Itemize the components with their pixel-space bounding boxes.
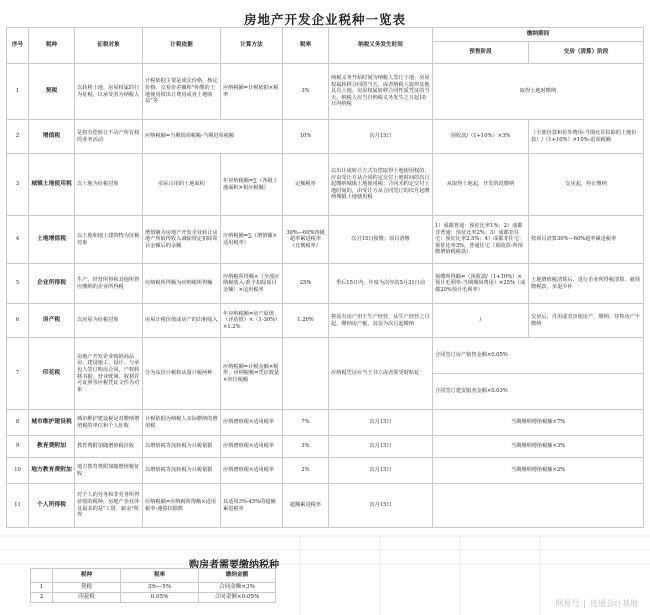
header-no: 序号	[7, 28, 29, 64]
cell-presale: 预收款/（1+10%）×3%	[433, 120, 529, 154]
table-row	[7, 120, 644, 154]
cell-object: 生产、经营所得和其他所得应缴纳的企业所得税	[75, 264, 143, 304]
buyer-cell-tax: 印花税	[53, 593, 121, 603]
table-row	[7, 484, 644, 528]
cell-rate: 7%	[283, 410, 329, 436]
cell-period-merged: 取得土地时缴纳	[433, 64, 644, 120]
cell-object: 以转移土地、房屋权属的行为征税，以承受者为纳税人	[75, 64, 143, 120]
cell-delivery: （全部价款和价外费用-当期允许扣除的土地价款）/（1+10%）×10%-进项税额	[529, 120, 644, 154]
table-row	[7, 216, 644, 264]
cell-basis: 应纳税额=应纳税所得额×适用税率-速算扣除数	[143, 484, 221, 528]
buyer-cell-no: 2	[31, 593, 53, 603]
cell-no: 3	[7, 154, 29, 216]
header-object: 征税对象	[75, 28, 143, 64]
cell-method: 年应纳税额=房产原值（评估值）×（1-30%）×1.2%	[221, 304, 283, 338]
watermark	[555, 598, 638, 609]
cell-method: 应纳税所得额×（全部应纳税收入-准予扣除项目金额）×适用税率	[221, 264, 283, 304]
buyer-header-no	[31, 569, 53, 583]
page-title: 房地产开发企业税种一览表	[243, 12, 406, 27]
cell-occurrence: 纳税义务开始时间为纳税人签订土地、房屋权属转移合同的当天，或者纳税人取得其他具有土地、房屋权属转移合同性质凭证的当天。纳税人应当自纳税义务发生之日起10日内纳税	[329, 64, 433, 120]
cell-no: 10	[7, 458, 29, 484]
cell-method: 应纳税额=∑（增值额×适用税率）	[221, 216, 283, 264]
cell-basis: 计税依据为纳税人实际缴纳的增值税	[143, 410, 221, 436]
table-row	[31, 593, 276, 603]
cell-occurrence: 将原有房产用于生产经营，从生产经营之月起，缴纳房产税，其余为次月起缴纳	[329, 304, 433, 338]
cell-no: 11	[7, 484, 29, 528]
cell-method: 年应纳税额=∑（各级土地面积×相应税额）	[221, 154, 283, 216]
cell-tax: 契税	[29, 64, 75, 120]
cell-object: 是指有偿转让不动产所有权的业务活动	[75, 120, 143, 154]
header-rate: 税率	[283, 28, 329, 64]
cell-delivery: 交房后，自用或者出租房产，缴纳；待售房产不缴纳	[529, 304, 644, 338]
cell-occurrence: 次月15日预缴；项目清缴	[329, 216, 433, 264]
cell-presale: 1）成都普通：预征比率1%；2）成都非普通：预征比率2%；3）成都非住宅：预征比率2.5%；4）成都非住宅：预征比率3%。普通住宅（预收款-所预缴增值税税款）	[433, 216, 529, 264]
cell-occurrence: 次月15日	[329, 458, 433, 484]
cell-occurrence: 次月15日	[329, 410, 433, 436]
cell-object: 城市维护建设税是对缴纳增值税的单位和个人征收	[75, 410, 143, 436]
cell-basis: 应纳税额=当期销项税额-当期进项税额	[143, 120, 283, 154]
cell-tax: 地方教育费附加	[29, 458, 75, 484]
cell-tax: 印花税	[29, 338, 75, 410]
buyer-cell-tax: 契税	[53, 583, 121, 593]
cell-basis: 计税依据主要是成交价格，核定价格、交易价差额和"补缴的土地使用权出让费用或者土地收益"等	[143, 64, 221, 120]
table-row	[7, 264, 644, 304]
header-presale: 预售阶段	[433, 42, 529, 64]
watermark-platform: 网易号	[555, 599, 580, 608]
cell-rate: 10%	[283, 120, 329, 154]
table-row	[7, 154, 644, 216]
cell-object: 房地产开发企业购销商品房、建设施工、设计、与承包人签订购房合同，产权转移书据、营业账簿、权利许可证照等应税凭证文件为对象	[75, 338, 143, 410]
cell-rate: 3%	[283, 64, 329, 120]
cell-occurrence: 季后15日内，年度为次年的5月31日前	[329, 264, 433, 304]
cell-tax: 企业所得税	[29, 264, 75, 304]
buyer-header-rate: 税率	[121, 569, 199, 583]
cell-occurrence: 以出让或转让方式有偿取得土地使用权的，应由受让方从合同约定交付土地时间的次月起缴纳城镇土地使用税；合同未约定交付土地时间的，由受让方从合同签订的次月起缴纳城镇土地使用税	[329, 154, 433, 216]
cell-basis: 实际占用的土地面积	[143, 154, 221, 216]
cell-basis: 以增值税等流转税为计税依据	[143, 436, 221, 458]
cell-basis: 分为从价计税和从量计税两种	[143, 338, 221, 410]
cell-occurrence: 次月15日	[329, 120, 433, 154]
cell-no: 1	[7, 64, 29, 120]
cell-tax: 城市维护建设税	[29, 410, 75, 436]
cell-method: 应纳税额=计税依据×税率	[221, 64, 283, 120]
cell-occurrence: 次月15日	[329, 436, 433, 458]
cell-presale: /	[433, 304, 529, 338]
cell-object: 以房屋为征税对象	[75, 304, 143, 338]
cell-period-merged	[433, 484, 644, 528]
cell-no: 9	[7, 436, 29, 458]
cell-tax: 城镇土地使用税	[29, 154, 75, 216]
tax-table	[6, 27, 644, 528]
buyer-cell-rate: 0.05%	[121, 593, 199, 603]
cell-delivery: 按项目清算30%—60%超率累进税率	[529, 216, 644, 264]
table-row	[7, 458, 644, 484]
cell-period-merged: 合同签订房产销售金额×0.05%	[433, 338, 644, 374]
cell-method: 应纳增值税×适用税率	[221, 436, 283, 458]
header-occurrence: 纳税义务发生时间	[329, 28, 433, 64]
cell-object: 以土地和地上建筑物为征税对象	[75, 216, 143, 264]
cell-rate: 定额税率	[283, 154, 329, 216]
table-row	[7, 436, 644, 458]
cell-rate	[283, 338, 329, 410]
cell-tax: 个人所得税	[29, 484, 75, 528]
cell-delivery: 土地增值税清算后，进行企业所得税清算，就预缴税款，多退少补	[529, 264, 644, 304]
buyer-cell-rate: 3%—5%	[121, 583, 199, 593]
watermark-account: 连通会计基地	[590, 599, 638, 608]
cell-rate: 25%	[283, 264, 329, 304]
cell-no: 6	[7, 304, 29, 338]
header-method: 计算方法	[221, 28, 283, 64]
cell-rate: 30%—60%四级超率累进税率（比例税率）	[283, 216, 329, 264]
cell-basis: 以增值税等流转税为计税依据	[143, 458, 221, 484]
buyer-cell-no: 1	[31, 583, 53, 593]
buyer-tax-table	[30, 568, 276, 603]
cell-tax: 增值税	[29, 120, 75, 154]
buyer-cell-amount: 合同金额×3%	[199, 583, 276, 593]
cell-no: 4	[7, 216, 29, 264]
cell-no: 8	[7, 410, 29, 436]
cell-object: 地方教育费附加随增值税征收	[75, 458, 143, 484]
cell-object: 教育费附加随增值税征收	[75, 436, 143, 458]
cell-delivery: 交房起，停止缴纳	[529, 154, 644, 216]
cell-object: 以土地为征税对象	[75, 154, 143, 216]
cell-period-merged: 当期缴纳增值税额×7%	[433, 410, 644, 436]
cell-rate: 超额累进税率	[283, 484, 329, 528]
cell-presale: 预缴所得额=（预收款/（1+10%）×预计毛利率-当期期间费用）×25%（成都20%预计毛利率）	[433, 264, 529, 304]
watermark-separator: |	[583, 599, 586, 608]
buyer-cell-amount: 合同金额×0.05%	[199, 593, 276, 603]
cell-no: 5	[7, 264, 29, 304]
header-period: 缴纳期间	[433, 28, 644, 42]
buyer-section-title: 购房者需要缴纳税种	[189, 560, 279, 571]
header-tax: 税种	[29, 28, 75, 64]
cell-presale: 从取得土地起，开发阶段缴纳	[433, 154, 529, 216]
cell-occurrence: 次月15日	[329, 484, 433, 528]
cell-no: 7	[7, 338, 29, 410]
cell-basis: 增值额为房地产开发企业转让房地产所取得收入减除规定扣除项目金额后的余额	[143, 216, 221, 264]
cell-period-merged-2: 合同签订建安服务金额×0.03%	[433, 374, 644, 410]
cell-object: 对个人的劳务和非劳务所得征收的税种，房地产企业涉及最多的是"工资、薪金"所得	[75, 484, 143, 528]
table-row	[7, 410, 644, 436]
cell-rate: 2%	[283, 458, 329, 484]
header-delivery: 交房（清算）阶段	[529, 42, 644, 64]
cell-occurrence: 应纳税凭证应当于书立或者领受时贴花	[329, 338, 433, 410]
cell-period-merged: 当期缴纳增值税额×2%	[433, 458, 644, 484]
cell-basis: 房屋计税价值或房产的出租收入	[143, 304, 221, 338]
cell-no: 2	[7, 120, 29, 154]
cell-method: 应纳税额=计税金额×税率，应纳税额=凭证数量×单位税额	[221, 338, 283, 410]
table-row	[7, 338, 644, 374]
table-row	[7, 304, 644, 338]
cell-period-merged: 当期缴纳增值税额×3%	[433, 436, 644, 458]
table-row	[31, 583, 276, 593]
cell-method: 应纳增值税×适用税率	[221, 410, 283, 436]
cell-tax: 土地增值税	[29, 216, 75, 264]
cell-tax: 房产税	[29, 304, 75, 338]
cell-tax: 教育费附加	[29, 436, 75, 458]
cell-rate: 1.20%	[283, 304, 329, 338]
header-basis: 计税依据	[143, 28, 221, 64]
buyer-header-amount: 缴纳金额	[199, 569, 276, 583]
table-row	[7, 64, 644, 120]
cell-method: 应纳增值税×适用税率	[221, 458, 283, 484]
cell-basis: 应纳税所得额为应纳税所得额	[143, 264, 221, 304]
buyer-header-tax: 税种	[53, 569, 121, 583]
cell-method: 其适用3%-45%的超额累进税率	[221, 484, 283, 528]
cell-rate: 3%	[283, 436, 329, 458]
